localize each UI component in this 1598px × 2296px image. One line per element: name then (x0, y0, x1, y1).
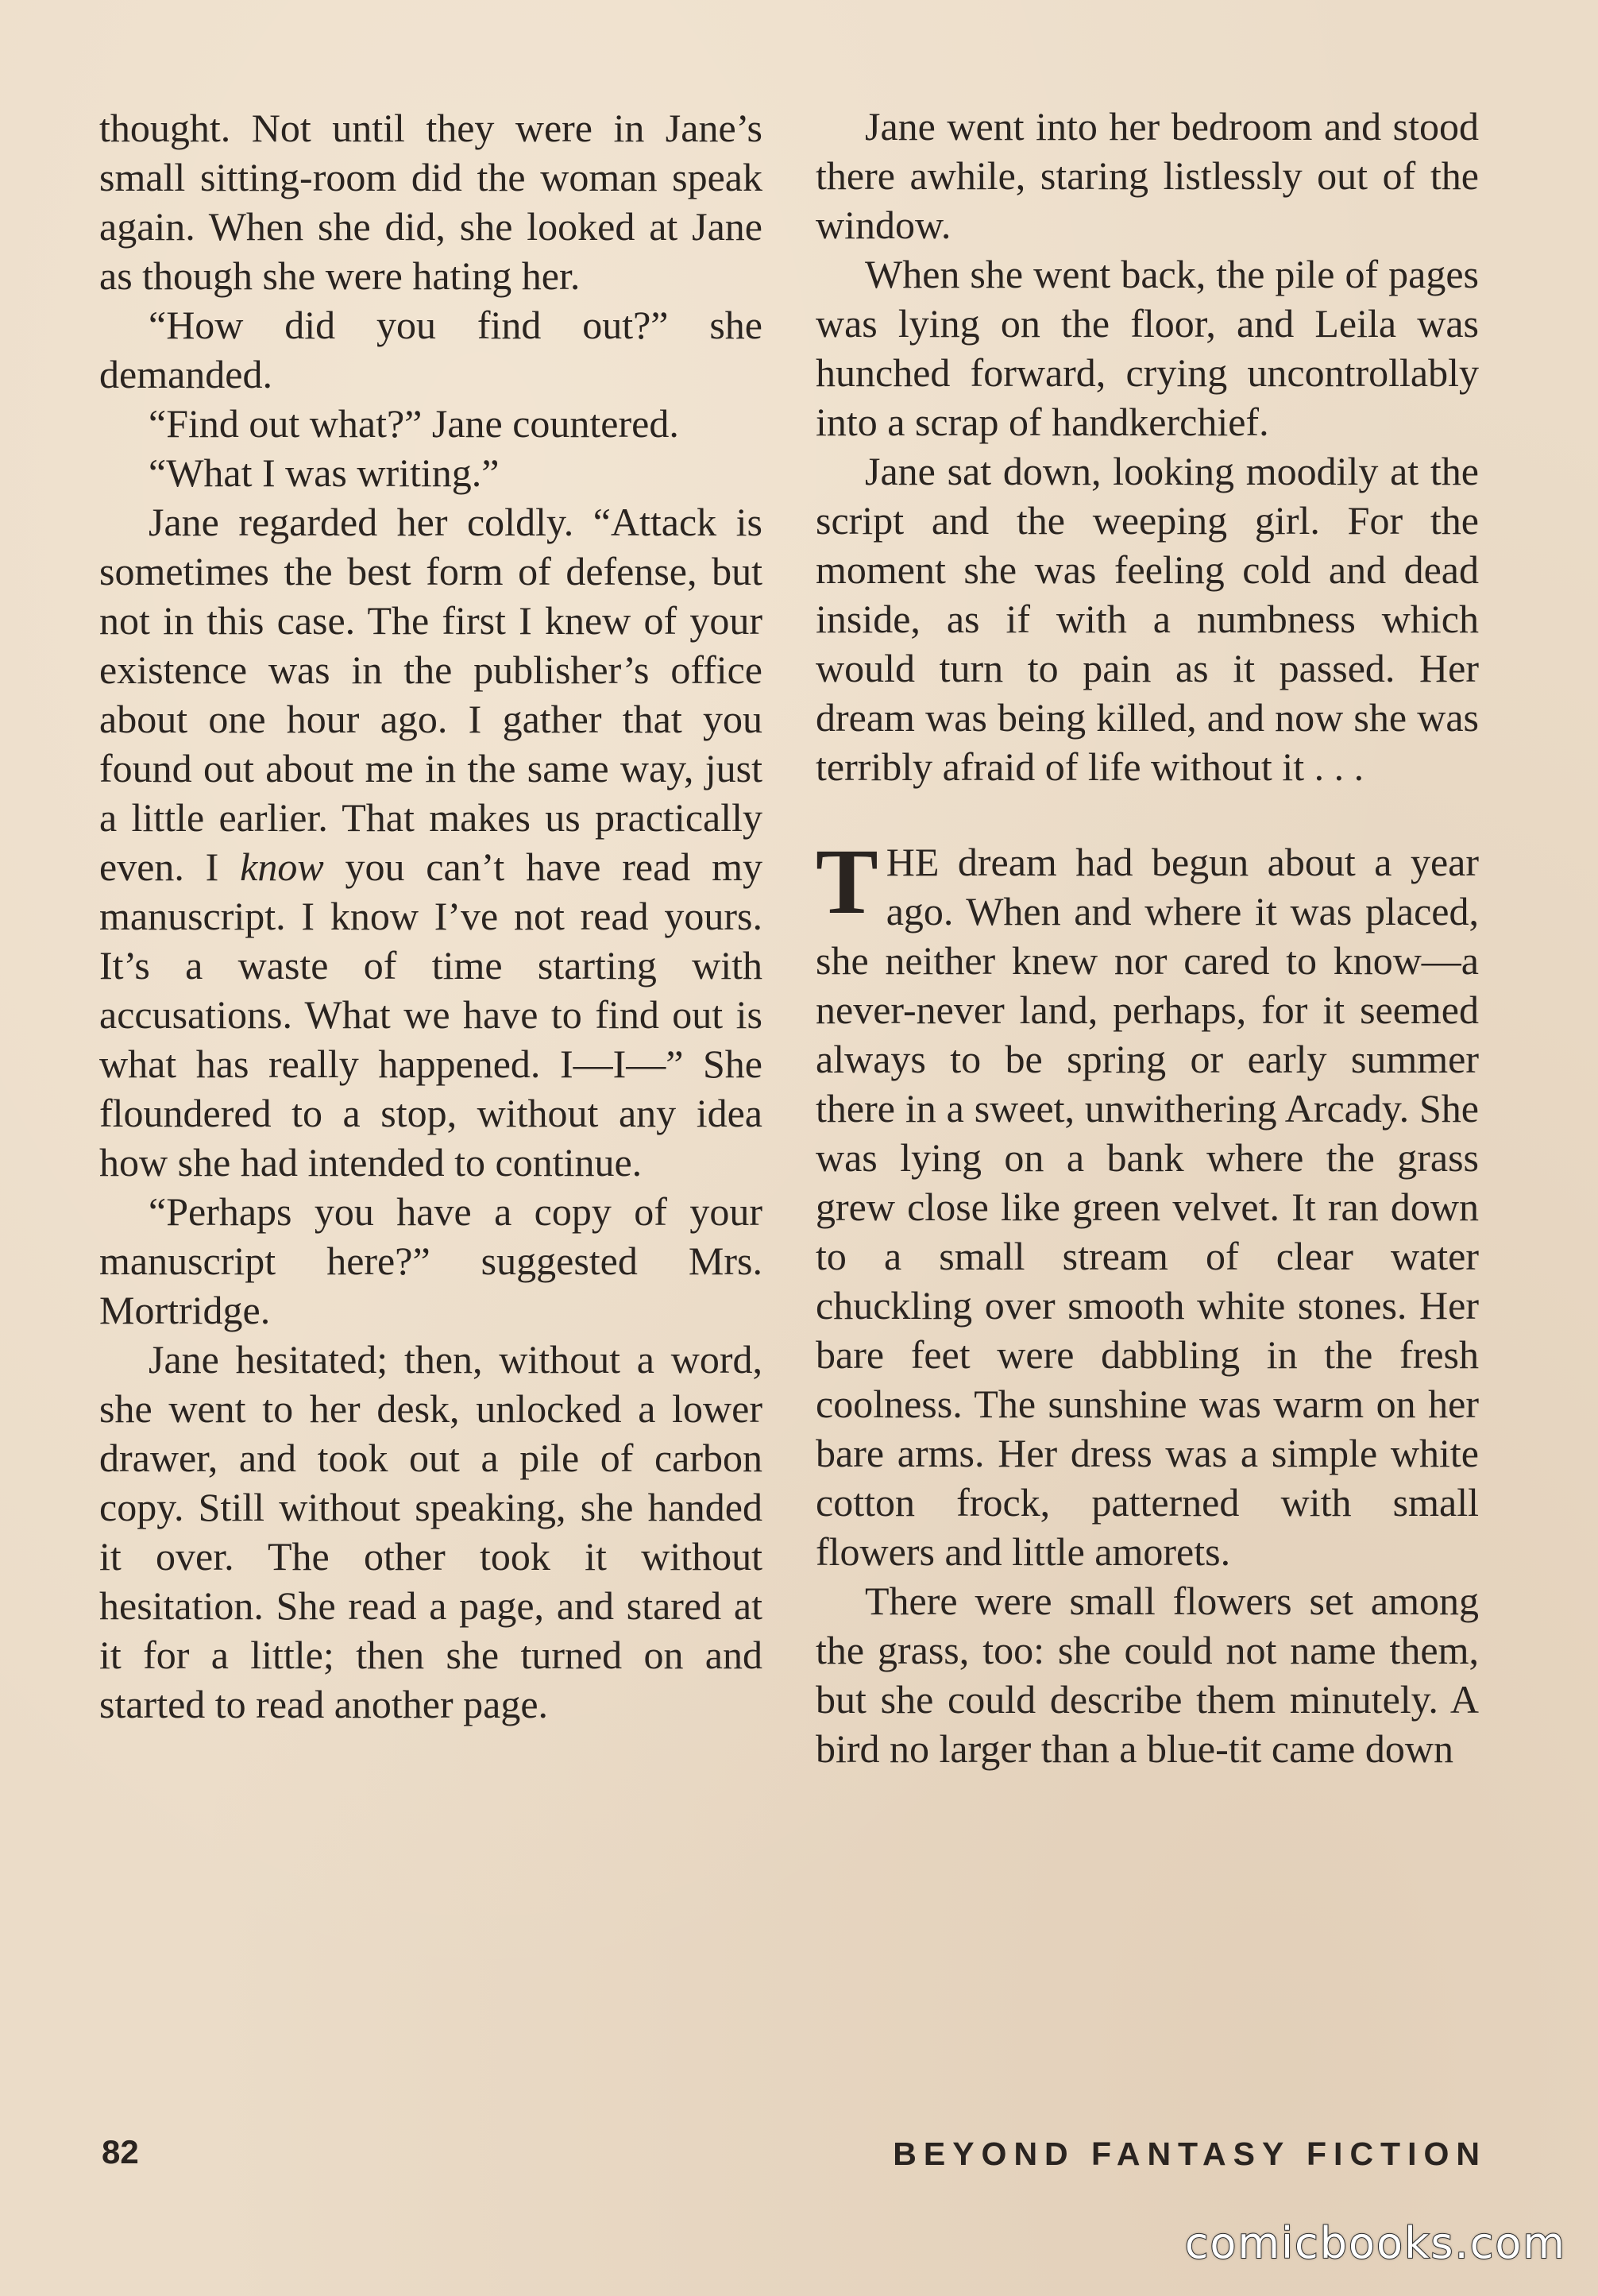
paragraph (99, 497, 762, 1187)
paragraph-text: you can’t have read my manuscript. I know I’ve not read yours. It’s a waste of time starting with accusations. What we have to find out is what has really happened. I—I—” She floundered to a stop, without any idea how she had intended to continue. (99, 845, 762, 1185)
page-number: 82 (102, 2133, 139, 2170)
paragraph: thought. Not until they were in Jane’s small sitting-room did the woman speak again. When she did, she looked at Jane as though she were hating her. (99, 106, 762, 298)
paragraph: “Perhaps you have a copy of your manuscript here?” suggested Mrs. Mortridge. (99, 1189, 762, 1332)
right-text-column (816, 102, 1479, 1773)
drop-cap: T (816, 829, 878, 933)
running-title: BEYOND FANTASY FICTION (893, 2136, 1487, 2172)
paragraph: “What I was writing.” (149, 450, 500, 495)
section-opening-paragraph (816, 829, 1479, 1576)
paragraph: When she went back, the pile of pages was lying on the floor, and Leila was hunched forward, crying uncontrollably into a scrap of handkerchief. (816, 252, 1479, 444)
left-text-column (99, 103, 762, 1729)
paragraph: Jane went into her bedroom and stood there awhile, staring listlessly out of the window. (816, 104, 1479, 247)
paragraph-text: Jane regarded her coldly. “Attack is sometimes the best form of defense, but not in this case. The first I knew of your existence was in the publisher’s office about one hour ago. I gather that you found out about me in the same way, just a little earlier. That makes us practically even. I (99, 500, 762, 889)
paragraph: There were small flowers set among the grass, too: she could not name them, but she could describe them minutely. A bird no larger than a blue-tit came down (816, 1579, 1479, 1771)
paragraph: Jane sat down, looking moodily at the script and the weeping girl. For the moment she was feeling cold and dead inside, as if with a numbness which would turn to pain as it passed. Her dream was being killed, and now she was terribly afraid of life without it . . . (816, 449, 1479, 789)
paragraph: “Find out what?” Jane countered. (149, 401, 679, 446)
paragraph: “How did you find out?” she demanded. (99, 303, 762, 396)
paragraph-text: HE dream had begun about a year ago. When and where it was placed, she neither knew nor cared to know—a never-never land, perhaps, for it seemed always to be spring or early summer there in a sweet, unwithering Arcady. She was lying on a bank where the grass grew close like green velvet. It ran down to a small stream of clear water chuckling over smooth white stones. Her bare feet were dabbling in the fresh coolness. The sunshine was warm on her bare arms. Her dress was a simple white cotton frock, patterned with small flowers and little amorets. (816, 840, 1479, 1574)
watermark: comicbooks.com (1184, 2218, 1566, 2268)
paragraph: Jane hesitated; then, without a word, she went to her desk, unlocked a lower drawer, and took out a pile of carbon copy. Still without speaking, she handed it over. The other took it without hesitation. She read a page, and stared at it for a little; then she turned on and started to read another page. (99, 1337, 762, 1726)
italic-word: know (240, 845, 324, 889)
